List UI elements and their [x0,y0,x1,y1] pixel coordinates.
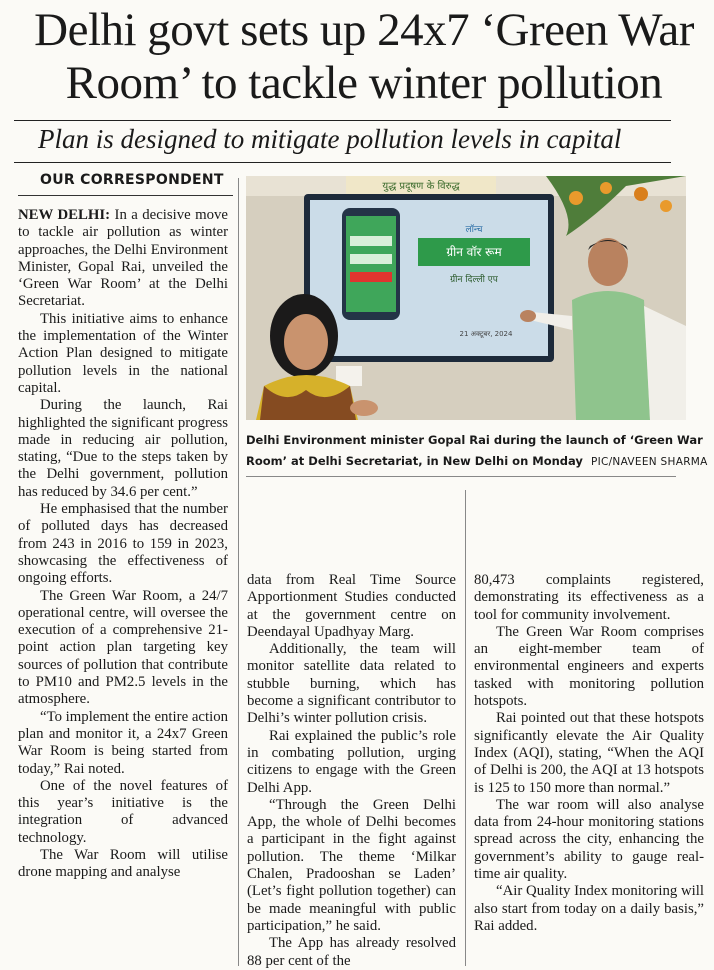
screen-subtitle: ग्रीन दिल्ली एप [450,275,498,285]
caption-line-2: Room’ at Delhi Secretariat, in New Delhi on Monday [246,454,583,468]
headline-line-1: Delhi govt sets up 24x7 ‘Green War [34,4,694,56]
article-paragraph: 80,473 complaints registered, demonstrating its effectiveness as a tool for community involvement. [474,572,704,623]
headline-rule [14,120,671,121]
subheadline-rule [14,162,671,163]
article-paragraph: The War Room will utilise drone mapping and analyse [18,846,228,881]
article-paragraph: “To implement the entire action plan and monitor it, a 24x7 Green War Room is being started from today,” Rai noted. [18,708,228,777]
screen-date: 21 अक्टूबर, 2024 [459,330,513,338]
caption-rule [246,476,676,477]
screen-label: लॉन्च [465,225,483,235]
photo-illustration [246,176,686,420]
photo-credit: PIC/NAVEEN SHARMA [590,456,708,468]
article-paragraph: “Through the Green Delhi App, the whole of Delhi becomes a participant in the fight against pollution. The theme ‘Milkar Chalen, Pradooshan se Laden’ (Let’s fight pollution together) can be made meaningful with public participation,” he said. [247,796,456,934]
article-paragraph: One of the novel features of this year’s initiative is the integration of advanced technology. [18,777,228,846]
article-column-1 [18,207,228,882]
screen-title: ग्रीन वॉर रूम [446,245,502,259]
article-paragraph: He emphasised that the number of polluted days has decreased from 243 in 2016 to 159 in 2023, showcasing the effectiveness of ongoing efforts. [18,501,228,587]
article-paragraph: This initiative aims to enhance the implementation of the Winter Action Plan designed to mitigate pollution levels in the national capital. [18,310,228,396]
article-column-2 [247,572,456,970]
column-divider [238,178,239,966]
byline-rule [18,195,233,196]
article-paragraph: Additionally, the team will monitor satellite data related to stubble burning, which has become a significant contributor to Delhi’s winter pollution crisis. [247,641,456,727]
article-paragraph [18,207,228,311]
headline [14,4,714,110]
article-paragraph: During the launch, Rai highlighted the significant progress made in reducing air pollution, stating, “Due to the steps taken by the Delhi government, pollution has reduced by 34.6 per cent.” [18,397,228,500]
subheadline: Plan is designed to mitigate pollution levels in capital [38,124,622,154]
byline: OUR CORRESPONDENT [40,172,224,188]
article-paragraph: data from Real Time Source Apportionment Studies conducted at the government centre on Deendayal Upadhyay Marg. [247,572,456,640]
photo-caption [246,430,708,473]
article-paragraph: The Green War Room, a 24/7 operational centre, will oversee the execution of a comprehensive 21-point action plan targeting key sources of pollution that contribute to PM10 and PM2.5 levels in the atmosphere. [18,587,228,708]
article-paragraph: Rai explained the public’s role in combating pollution, urging citizens to engage with the Green Delhi App. [247,727,456,796]
caption-line-1: Delhi Environment minister Gopal Rai during the launch of ‘Green War [246,433,703,447]
banner-text: युद्ध प्रदूषण के विरुद्ध [382,181,460,192]
news-photo [246,176,686,420]
article-paragraph: The war room will also analyse data from 24-hour monitoring stations spread across the city, enhancing the government’s ability to gauge real-time air quality. [474,796,704,883]
column-divider [465,490,466,966]
article-paragraph: The Green War Room comprises an eight-member team of environmental engineers and experts tasked with monitoring pollution hotspots. [474,623,704,710]
article-paragraph: Rai pointed out that these hotspots significantly elevate the Air Quality Index (AQI), stating, “When the AQI of Delhi is 200, the AQI at 13 hotspots is 125 to 150 more than normal.” [474,710,704,796]
article-column-3 [474,572,704,935]
headline-line-2: Room’ to tackle winter pollution [65,57,663,109]
dateline: NEW DELHI: [18,207,111,223]
lead-text: In a decisive move to tackle air pollution as winter approaches, the Delhi Environment Minister, Gopal Rai, unveiled the ‘Green War Room’ at the Delhi Secretariat. [18,207,228,310]
article-paragraph: The App has already resolved 88 per cent of the [247,935,456,969]
article-paragraph: “Air Quality Index monitoring will also start from today on a daily basis,” Rai added. [474,883,704,934]
